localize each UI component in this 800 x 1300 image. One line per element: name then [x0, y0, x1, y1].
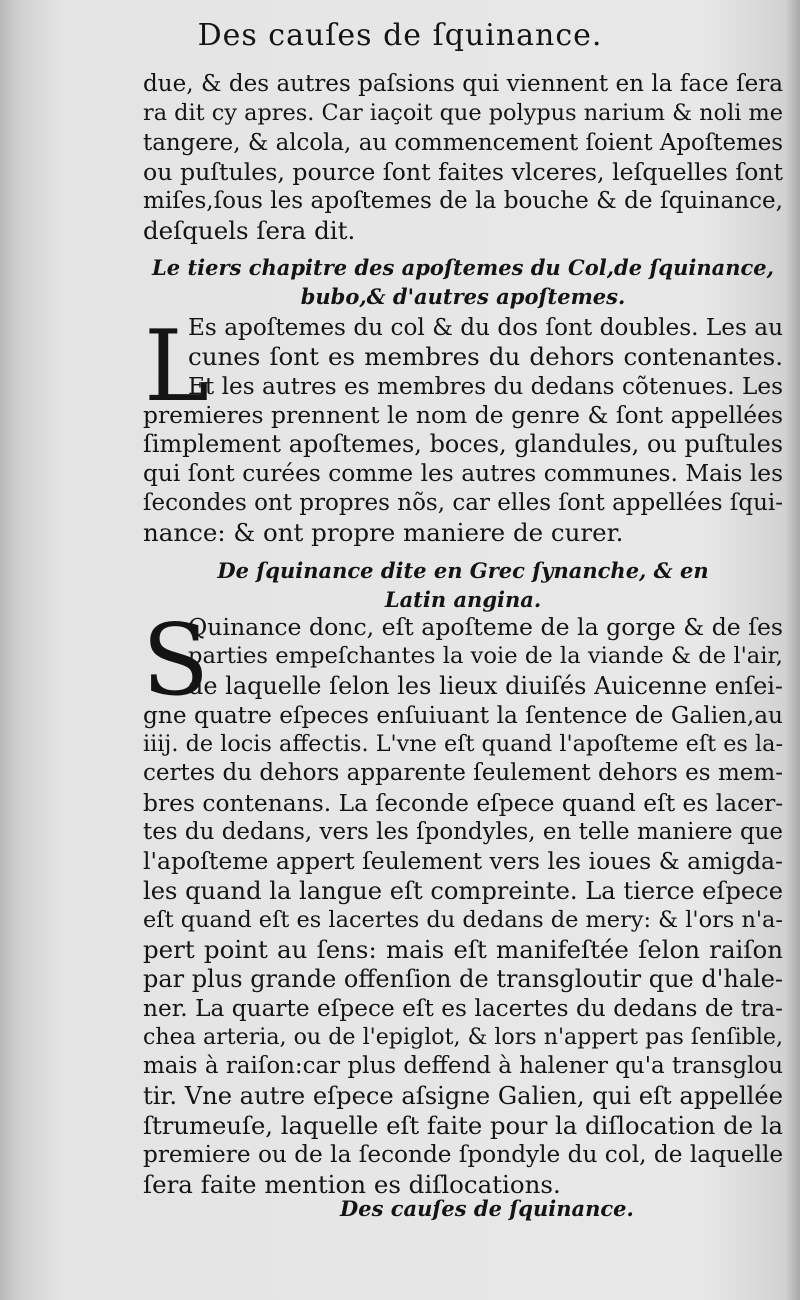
text-line: par plus grande offenſion de transgloutir que d'hale-	[143, 964, 783, 993]
drop-cap-l: L	[144, 310, 210, 424]
text-line: Es apoſtemes du col & du dos ſont doubles. Les au	[188, 314, 783, 341]
text-line: l'apoſteme appert ſeulement vers les ioues & amigda-	[143, 847, 783, 876]
text-line: tes du dedans, vers les ſpondyles, en telle maniere que	[143, 819, 783, 846]
text-line: Et les autres es membres du dedans cõtenues. Les	[188, 372, 783, 400]
text-line: ou puſtules, pource ſont faites vlceres, leſquelles ſont	[143, 157, 783, 186]
text-line: premieres prennent le nom de genre & ſont appellées	[143, 400, 783, 429]
paragraph-3	[142, 604, 784, 1199]
paragraph-2	[143, 310, 783, 548]
text-line: gne quatre eſpeces enſuiuant la ſentence de Galien,au	[143, 701, 783, 729]
running-head: Des cauſes de ſquinance.	[197, 18, 603, 53]
text-line: parties empeſchantes la voie de la viande & de l'air,	[188, 643, 783, 670]
heading-line: De ſquinance dite en Grec ſynanche, & en	[217, 558, 709, 583]
heading-line: bubo,& d'autres apoſtemes.	[300, 284, 626, 309]
heading-line: Latin angina.	[384, 587, 542, 612]
text-line: nance: & ont propre maniere de curer.	[143, 518, 624, 548]
text-line: ſtrumeuſe, laquelle eſt faite pour la diſlocation de la	[143, 1111, 783, 1141]
text-line: chea arteria, ou de l'epiglot, & lors n'appert pas ſenſible,	[143, 1024, 783, 1051]
section-heading	[143, 556, 783, 614]
text-line: ra dit cy apres. Car iaçoit que polypus narium & noli me	[143, 100, 783, 127]
text-line: miſes,ſous les apoſtemes de la bouche & de ſquinance,	[143, 188, 783, 215]
text-line: deſquels ſera dit.	[143, 216, 356, 246]
text-line: certes du dehors apparente ſeulement dehors es mem-	[143, 760, 783, 787]
text-line: pert point au ſens: mais eſt manifeſtée ſelon raiſon	[143, 935, 783, 965]
text-line: mais à raiſon:car plus deffend à halener qu'a transglou	[143, 1053, 783, 1080]
heading-line: Le tiers chapitre des apoſtemes du Col,de ſquinance,	[152, 255, 774, 280]
drop-cap-s: S	[142, 604, 210, 718]
text-line: iiij. de locis affectis. L'vne eſt quand l'apoſteme eſt es la-	[143, 731, 783, 758]
paragraph-1	[143, 70, 783, 246]
text-line: Quinance donc, eſt apoſteme de la gorge & de ſes	[188, 613, 783, 641]
text-line: tangere, & alcola, au commencement ſoient Apoſtemes	[143, 129, 783, 156]
text-line: les quand la langue eſt compreinte. La tierce eſpece	[143, 876, 783, 905]
text-line: ner. La quarte eſpece eſt es lacertes du dedans de tra-	[143, 994, 783, 1022]
text-line: ſera faite mention es diſlocations.	[143, 1169, 561, 1199]
catchword: Des cauſes de ſquinance.	[340, 1196, 634, 1221]
text-line: qui ſont curées comme les autres communes. Mais les	[143, 460, 783, 488]
text-line: due, & des autres paſsions qui viennent en la face ſera	[143, 71, 783, 97]
text-line: de laquelle ſelon les lieux diuiſés Auicenne enſei-	[188, 671, 783, 700]
text-line: tir. Vne autre eſpece aſsigne Galien, qui eſt appellée	[143, 1081, 783, 1110]
chapter-heading	[143, 253, 783, 311]
text-line: cunes ſont es membres du dehors contenantes.	[188, 342, 783, 372]
text-line: premiere ou de la ſeconde ſpondyle du col, de laquelle	[143, 1141, 784, 1169]
text-line: ſecondes ont propres nõs, car elles ſont appellées ſqui-	[143, 489, 783, 516]
text-line: eſt quand eſt es lacertes du dedans de mery: & l'ors n'a-	[143, 906, 783, 933]
text-line: ſimplement apoſtemes, boces, glandules, ou puſtules	[143, 430, 783, 459]
text-line: bres contenans. La ſeconde eſpece quand eſt es lacer-	[143, 788, 784, 817]
